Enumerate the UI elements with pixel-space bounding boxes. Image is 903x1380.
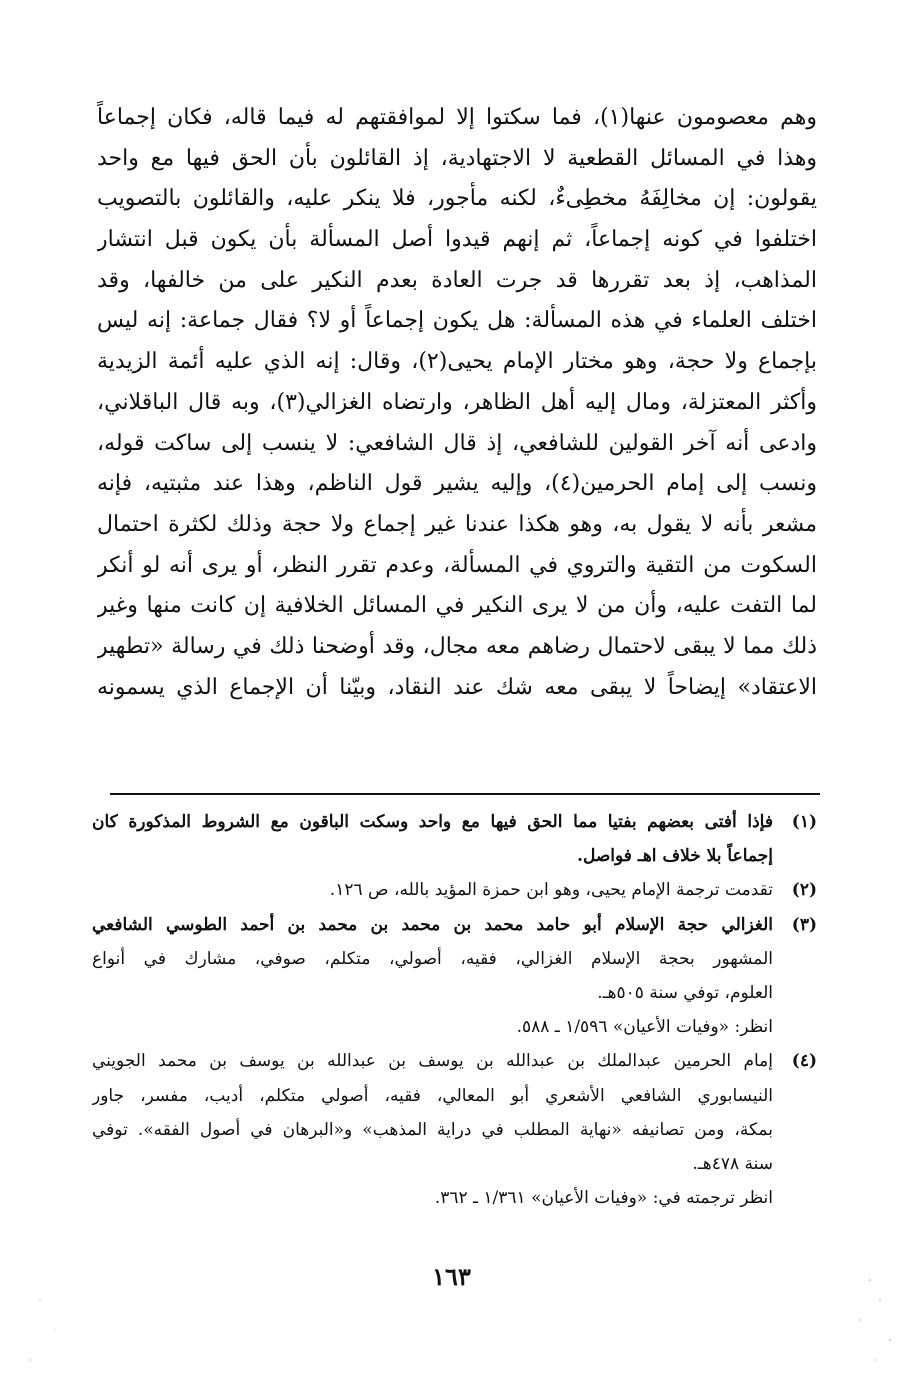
footnote-line: سنة ٤٧٨هـ.: [692, 1153, 773, 1174]
body-line: اختلفوا في كونه إجماعاً، ثم إنهم قيدوا أصل المسألة بأن يكون قبل انتشار: [97, 227, 817, 253]
body-line: مشعر بأنه لا يقول به، وهو هكذا عندنا غير إجماع ولا حجة وذلك لكثرة احتمال: [97, 511, 817, 537]
body-line: اختلف العلماء في هذه المسألة: هل يكون إجماعاً أو لا؟ فقال جماعة: إنه ليس: [97, 308, 817, 334]
footnote-line: فإذا أفتى بعضهم بفتيا مما الحق فيها مع واحد وسكت الباقون مع الشروط المذكورة كان: [92, 812, 773, 832]
footnote-1: [92, 805, 817, 873]
body-line: وهذا في المسائل القطعية لا الاجتهادية، إذ القائلون بأن الحق فيها مع واحد: [97, 145, 817, 171]
footnote-divider: [110, 793, 820, 795]
footnotes-section: [92, 805, 817, 1215]
footnote-line: العلوم، توفي سنة ٥٠٥هـ.: [597, 982, 773, 1003]
body-line: ذلك مما لا يبقى لاحتمال رضاهم معه مجال، وقد أوضحنا ذلك في رسالة «تطهير: [97, 633, 817, 659]
footnote-2: [92, 873, 817, 907]
main-body-text: [97, 98, 817, 708]
footnote-line: المشهور بحجة الإسلام الغزالي، فقيه، أصولي، متكلم، صوفي، مشارك في أنواع: [92, 948, 773, 969]
footnote-4: [92, 1044, 817, 1215]
body-line: الاعتقاد» إيضاحاً لا يبقى معه شك عند النقاد، وبيّنا أن الإجماع الذي يسمونه: [97, 674, 817, 700]
footnote-line: انظر ترجمته في: «وفيات الأعيان» ١/٣٦١ ـ ٣٦٢.: [434, 1188, 773, 1209]
body-line: يقولون: إن مخالِفَهُ مخطِىءٌ، لكنه مأجور، فلا ينكر عليه، والقائلون بالتصويب: [97, 186, 817, 212]
footnote-line: إمام الحرمين عبدالملك بن عبدالله بن يوسف بن عبدالله بن يوسف بن محمد الجويني: [92, 1051, 773, 1072]
body-line: وأكثر المعتزلة، ومال إليه أهل الظاهر، وارتضاه الغزالي(٣)، وبه قال الباقلاني،: [97, 389, 817, 415]
footnote-line: إجماعاً بلا خلاف اهـ فواصل.: [577, 846, 773, 867]
footnote-number: (٣): [791, 914, 817, 935]
footnote-number: (٢): [791, 880, 817, 901]
body-line: لما التفت عليه، وأن من لا يرى النكير في المسائل الخلافية إن كانت منها وغير: [97, 593, 817, 619]
body-line: بإجماع ولا حجة، وهو مختار الإمام يحيى(٢)، وقال: إنه الذي عليه أئمة الزيدية: [97, 349, 817, 375]
body-line: السكوت من التقية والتروي في المسألة، وعدم تقرر النظر، أو يرى أنه لو أنكر: [97, 552, 817, 578]
body-line: وادعى أنه آخر القولين للشافعي، إذ قال الشافعي: لا ينسب إلى ساكت قوله،: [97, 430, 817, 456]
footnote-line: انظر: «وفيات الأعيان» ١/٥٩٦ ـ ٥٨٨.: [516, 1017, 773, 1038]
body-line: ونسب إلى إمام الحرمين(٤)، وإليه يشير قول الناظم، وهذا عند مثبتيه، فإنه: [97, 471, 817, 497]
page-number: ١٦٣: [432, 1262, 471, 1291]
footnote-number: (٤): [791, 1051, 817, 1072]
footnote-3: [92, 908, 817, 1045]
footnote-line: الغزالي حجة الإسلام أبو حامد محمد بن محمد بن محمد بن أحمد الطوسي الشافعي: [92, 914, 773, 935]
footnote-line: تقدمت ترجمة الإمام يحيى، وهو ابن حمزة المؤيد بالله، ص ١٢٦.: [329, 880, 773, 901]
footnote-number: (١): [791, 812, 817, 832]
body-line: وهم معصومون عنها(١)، فما سكتوا إلا لموافقتهم له فيما قاله، فكان إجماعاً: [97, 105, 817, 130]
footnote-line: بمكة، ومن تصانيفه «نهاية المطلب في دراية المذهب» و«البرهان في أصول الفقه». توفي: [92, 1119, 773, 1140]
body-line: المذاهب، إذ بعد تقررها قد جرت العادة بعدم النكير على من خالفها، وقد: [97, 267, 817, 293]
footnote-line: النيسابوري الشافعي الأشعري أبو المعالي، فقيه، أصولي متكلم، أديب، مفسر، جاور: [92, 1085, 773, 1106]
